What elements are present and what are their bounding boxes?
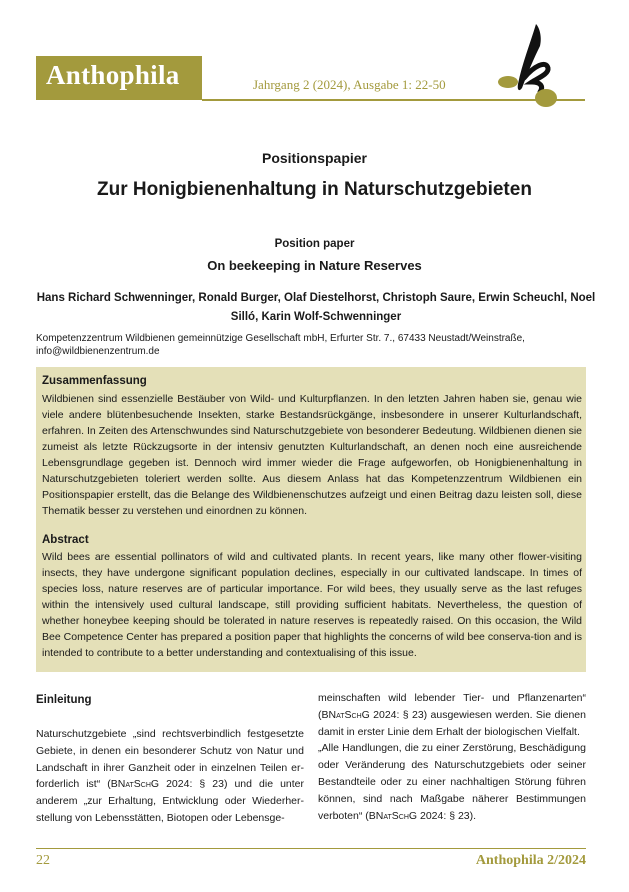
law-citation: BNatSchG: [321, 708, 370, 721]
intro-right-paragraph-1: [318, 690, 586, 740]
footer-rule: [36, 848, 586, 849]
summary-text: Wildbienen sind essenzielle Bestäuber von Wild- und Kulturpflanzen. In den letzten Jahren haben sie, genau wie viele andere blütenbesuchende Insekten, starke Bestandsrückgänge, insbesondere in unserer Kulturlandschaft, erfahren. In Zeiten des Artenschwundes sind Naturschutzgebiete von besonderer Bedeutung. Wildbienen dienen sie zumeist als letzte Rückzugsorte in der intensiv genutzten Kulturlandschaft, an denen noch eine ausreichende Lebensgrundlage gegeben ist. Dennoch wird immer wieder die Frage aufgeworfen, ob Honigbienenhaltung in Naturschutzgebieten toleriert werden sollte. Aus diesem Anlass hat das Kompetenzzentrum Wildbienen ein Positionspapier erstellt, das die Belange des Wildbienenschutzes aufzeigt und einen Beitrag dazu leisten soll, diese Thematik besser zu verstehen und einordnen zu können.: [42, 393, 582, 517]
intro-left-text-cont: 2024: § 23) und die unter anderem „zur Erhaltung, Entwicklung oder Wiederher-stellung von Lebensstätten, Biotopen oder Lebensge-: [36, 778, 304, 824]
authors-line-1: Hans Richard Schwenninger, Ronald Burger, Olaf Diestelhorst, Christoph Saure, Erwin Scheuchl, Noel: [36, 292, 596, 304]
intro-left-text: Naturschutzgebiete „sind rechtsverbindlich festgesetzte Gebiete, in denen ein besonderer Schutz von Natur und Landschaft in ihrer Ganzheit oder in einzelnen Teilen er-forderlich ist“ (: [36, 728, 304, 791]
abstract-heading: Abstract: [42, 534, 89, 546]
intro-right-paragraph-2: [318, 740, 586, 824]
authors-line-2: Silló, Karin Wolf-Schwenninger: [230, 311, 402, 323]
page-number: 22: [36, 853, 50, 868]
article-type-de: Positionspapier: [261, 150, 368, 166]
intro-right-text-cont: 2024: § 23) ausgewiesen werden. Sie dienen damit in erster Linie dem Erhalt der biologischen Vielfalt.: [318, 708, 586, 738]
article-type-en: Position paper: [274, 238, 355, 250]
footer-journal-issue: Anthophila 2/2024: [475, 853, 586, 868]
intro-right-text: meinschaften wild lebender Tier- und Pflanzenarten“ (: [318, 692, 586, 721]
article-title-de: Zur Honigbienenhaltung in Naturschutzgebieten: [97, 179, 532, 200]
law-citation: BNatSchG: [110, 778, 160, 791]
abstract-text: Wild bees are essential pollinators of wild and cultivated plants. In recent years, like many other flower-visiting insects, they have undergone significant population declines, especially in our cultivated landscape. In times of species loss, nature reserves are of particular importance. For wild bees, they usually serve as the last refuges within the intensively used cultural landscape, still providing sufficient habitats. Nevertheless, the question of whether honeybee keeping should be tolerated in nature reserves is repeatedly raised. On this occasion, the Wild Bee Competence Center has prepared a position paper that highlights the concerns of wild bee conserva-tion and is intended to contribute to a better understanding and contextualising of this issue.: [42, 551, 582, 659]
bee-leaf-logo-icon: [494, 22, 574, 114]
law-citation: BNatSchG: [368, 809, 418, 822]
intro-right-quote-end: 2024: § 23).: [417, 809, 477, 822]
intro-right-quote: „Alle Handlungen, die zu einer Zerstörung, Beschädigung oder Veränderung des Naturschutzgebiets oder seiner Bestandteile oder zu einer nachhaltigen Störung führen können, sind nach Maßgabe näherer Bestimmungen verboten“ (: [318, 742, 586, 822]
author-list: [36, 289, 596, 327]
article-title-en: On beekeeping in Nature Reserves: [207, 258, 422, 273]
intro-right-column: [318, 690, 586, 824]
journal-name: Anthophila: [46, 60, 180, 90]
logo-leaf-1: [498, 76, 518, 88]
intro-left-column: [36, 726, 304, 827]
summary-heading: Zusammenfassung: [42, 375, 147, 387]
intro-heading: Einleitung: [36, 694, 92, 706]
logo-leaf-2: [535, 89, 557, 107]
issue-info: Jahrgang 2 (2024), Ausgabe 1: 22-50: [253, 77, 446, 92]
affiliation: Kompetenzzentrum Wildbienen gemeinnützige Gesellschaft mbH, Erfurter Str. 7., 67433 Neustadt/Weinstraße, info@wildbienenzentrum.de: [36, 333, 525, 357]
